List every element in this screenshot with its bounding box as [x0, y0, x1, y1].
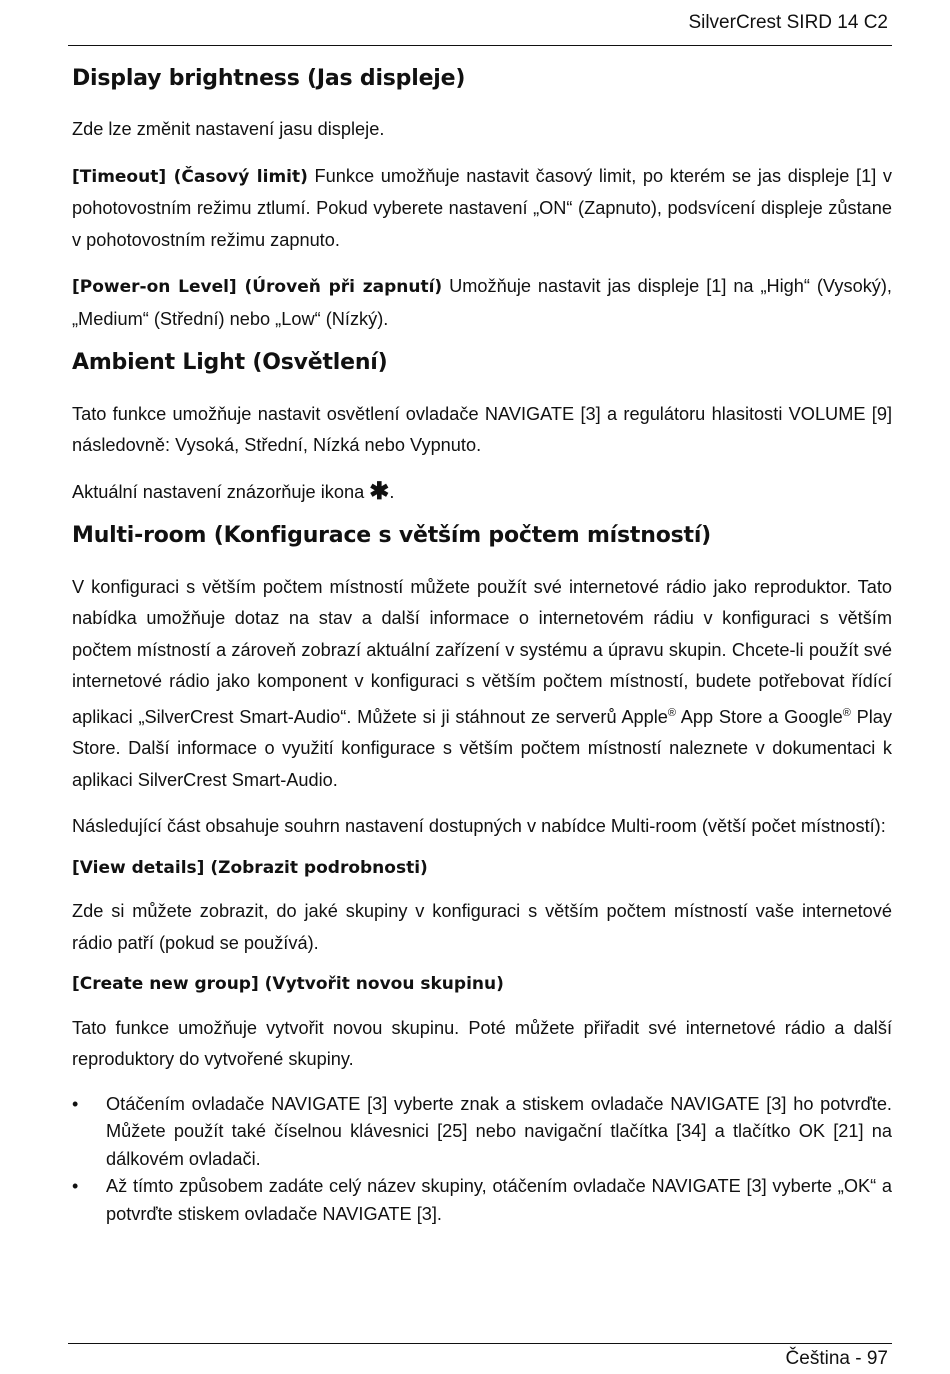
- power-on-paragraph: [72, 271, 892, 335]
- heading-view-details: [View details] (Zobrazit podrobnosti): [72, 857, 428, 878]
- step-text: Otáčením ovladače NAVIGATE [3] vyberte znak a stiskem ovladače NAVIGATE [3] ho potvrďte. Můžete použít také číselnou klávesnici [25] nebo navigační tlačítka [34] a tlačítko OK [21] na dálkovém ovladači.: [106, 1093, 892, 1169]
- brightness-intro: Zde lze změnit nastavení jasu displeje.: [72, 119, 385, 140]
- power-on-label: [Power-on Level] (Úroveň při zapnutí): [72, 277, 443, 298]
- create-group-text: Tato funkce umožňuje vytvořit novou skupinu. Poté můžete přiřadit své internetové rádio a další reproduktory do vytvořené skupiny.: [72, 1017, 892, 1070]
- registered-mark: ®: [842, 706, 851, 719]
- ambient-current-paragraph: [72, 477, 892, 509]
- timeout-paragraph: [72, 161, 892, 257]
- view-details-text: Zde si můžete zobrazit, do jaké skupiny v konfiguraci s větším počtem místností vaše internetové rádio patří (pokud se používá).: [72, 901, 892, 953]
- ambient-current-end: .: [389, 481, 395, 502]
- step-text: Až tímto způsobem zadáte celý název skupiny, otáčením ovladače NAVIGATE [3] vyberte „OK“ a potvrďte stiskem ovladače NAVIGATE [3].: [106, 1176, 892, 1224]
- page-content: [72, 66, 892, 1228]
- list-item: [72, 1091, 892, 1174]
- bullet-icon: •: [72, 1093, 79, 1114]
- multiroom-text-c: Play Store. Další informace o využití konfigurace s větším počtem místností naleznete v dokumentaci k aplikaci SilverCrest Smart-Audio.: [72, 706, 893, 790]
- multiroom-text-a: V konfiguraci s větším počtem místností můžete použít své internetové rádio jako reproduktor. Tato nabídka umožňuje dotaz na stav a další informace o internetovém rádiu v konfiguraci s větším počtem místností a zároveň zobrazí aktuální zařízení v systému a úpravu skupin. Chcete-li použít své internetové rádio jako komponent v konfiguraci s větším počtem místností, budete potřebovat řídící aplikaci „SilverCrest Smart-Audio“. Můžete si ji stáhnout ze serverů Apple: [72, 576, 892, 727]
- ambient-text: Tato funkce umožňuje nastavit osvětlení ovladače NAVIGATE [3] a regulátoru hlasitosti VOLUME [9] následovně: Vysoká, Střední, Nízká nebo Vypnuto.: [72, 403, 892, 456]
- power-on-text: Umožňuje nastavit jas displeje [1] na „High“ (Vysoký), „Medium“ (Střední) nebo „Low“ (Nízký).: [72, 276, 892, 329]
- timeout-text: Funkce umožňuje nastavit časový limit, po kterém se jas displeje [1] v pohotovostním režimu ztlumí. Pokud vyberete nastavení „ON“ (Zapnuto), podsvícení displeje zůstane v pohotovostním režimu zapnuto.: [72, 165, 892, 250]
- page-header-title: SilverCrest SIRD 14 C2: [688, 12, 888, 33]
- multiroom-paragraph-2: Následující část obsahuje souhrn nastavení dostupných v nabídce Multi-room (větší počet místností):: [72, 816, 886, 837]
- bullet-icon: •: [72, 1176, 79, 1197]
- multiroom-text-b: App Store a Google: [676, 706, 843, 727]
- heading-multi-room: Multi-room (Konfigurace s větším počtem místností): [72, 523, 712, 549]
- list-item: [72, 1173, 892, 1228]
- create-group-steps: [72, 1091, 892, 1229]
- registered-mark: ®: [667, 706, 676, 719]
- page-footer: Čeština - 97: [785, 1348, 888, 1369]
- timeout-label: [Timeout] (Časový limit): [72, 166, 308, 187]
- heading-ambient-light: Ambient Light (Osvětlení): [72, 350, 388, 376]
- heading-display-brightness: Display brightness (Jas displeje): [72, 66, 466, 91]
- multiroom-paragraph-1: [72, 572, 892, 797]
- footer-rule: [68, 1343, 892, 1344]
- star-icon: ✱: [369, 477, 390, 505]
- ambient-current-text: Aktuální nastavení znázorňuje ikona: [72, 481, 370, 502]
- heading-create-new-group: [Create new group] (Vytvořit novou skupinu): [72, 974, 504, 995]
- header-rule: [68, 45, 892, 46]
